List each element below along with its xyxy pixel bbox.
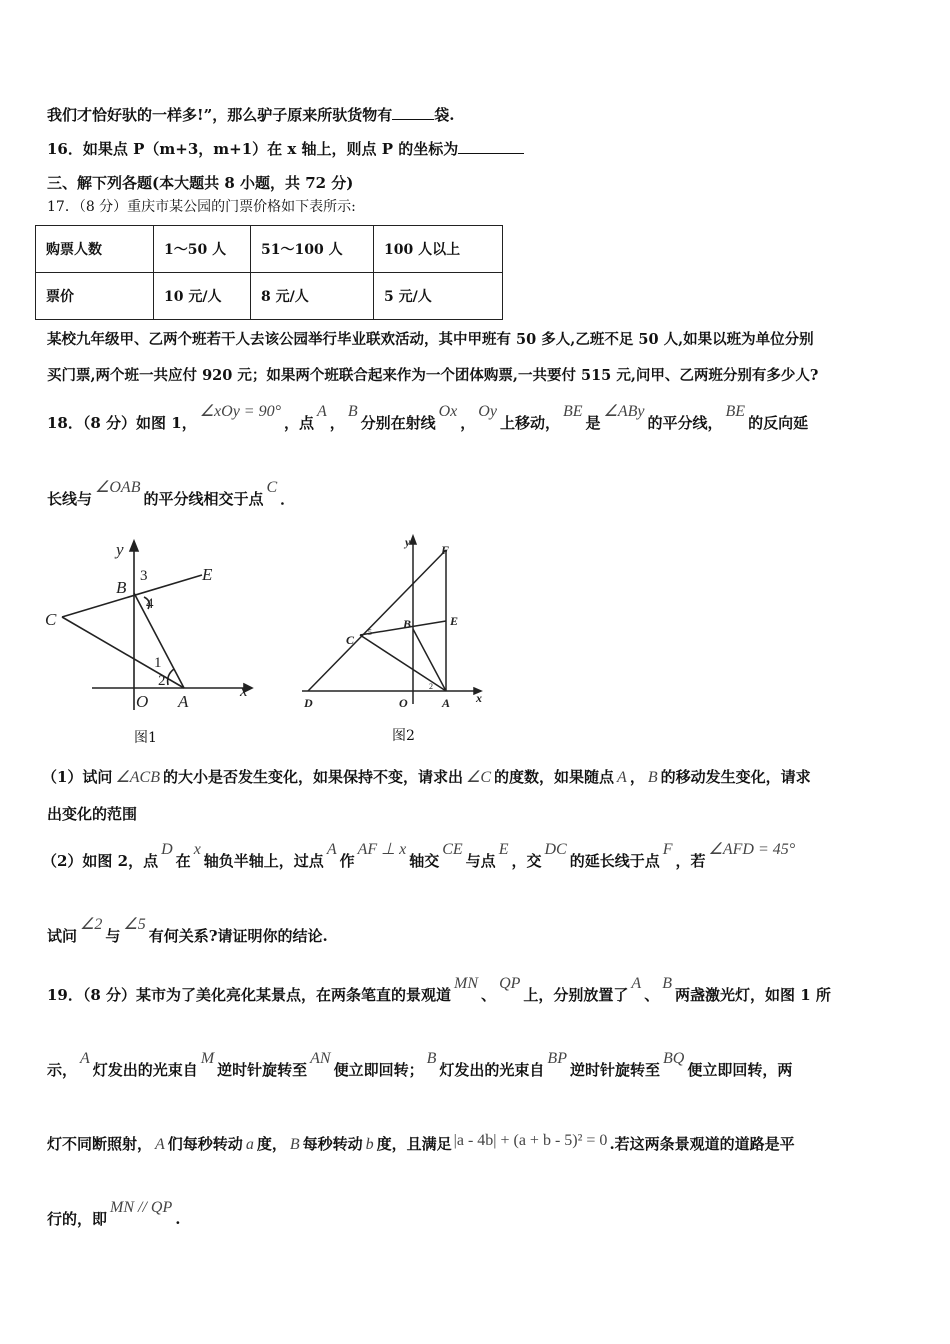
table-cell: 票价 [36,273,154,320]
math-oy: Oy [478,403,497,420]
table-cell: 100 人以上 [374,226,503,273]
label-b: B [116,578,127,597]
math-b: B [347,403,358,420]
table-cell: 10 元/人 [154,273,251,320]
label-a: A [178,692,189,711]
label-e: E [450,614,459,628]
label-5: 5 [368,628,372,637]
math-b: B [647,769,658,786]
ticket-price-table [35,225,503,320]
math-angle-acb: ∠ACB [115,769,160,786]
math-bq: BQ [662,1050,685,1067]
figure-1-caption: 图1 [134,730,157,746]
label-x: x [240,681,248,700]
math-dc: DC [544,841,567,858]
label-b: B [403,617,412,631]
table-row [36,273,503,320]
table-cell: 1～50 人 [154,226,251,273]
y-axis-arrow [130,541,138,551]
table-row [36,226,503,273]
table-cell: 购票人数 [36,226,154,273]
math-a: A [631,975,642,992]
question-1-line-2: 出变化的范围 [47,805,138,823]
label-a: A [442,696,451,710]
label-2: 2 [429,682,433,691]
figure-2-caption: 图2 [392,728,415,744]
math-angle-afd: ∠AFD = 45° [708,841,796,858]
math-a: A [317,403,327,420]
label-3: 3 [140,568,148,584]
problem-17-body-1: 某校九年级甲、乙两个班若干人去该公园举行毕业联欢活动，其中甲班有 50 多人,乙班不足 50 人,如果以班为单位分别 [47,331,814,348]
math-ce: CE [442,841,463,858]
problem-16: 16．如果点 P（m+3，m+1）在 x 轴上，则点 P 的坐标为 [47,138,524,159]
label-c: C [45,610,57,629]
label-c: C [346,633,355,647]
question-2-line-2: 试问∠2与∠5有何关系?请证明你的结论. [47,916,328,945]
question-1-line-1: （1）试问 ∠ACB 的大小是否发生变化，如果保持不变，请求出 ∠C 的度数，如果随点 A ， B 的移动发生变化，请求 [42,768,811,786]
problem-19-line-4: 行的，即MN // QP. [47,1199,181,1228]
problem-19-line-3: 灯不同断照射， A 们每秒转动 a 度， B 每秒转动 b 度，且满足 |a - 4b| + (a + b - 5)² = 0 .若这两条景观道的道路是平 [47,1132,795,1153]
line-df [308,550,446,691]
problem-17-head: 17．（8 分）重庆市某公园的门票价格如下表所示: [47,199,356,215]
math-a: A [617,769,627,786]
problem-19-line-1: 19．（8 分）某市为了美化亮化某景点，在两条笔直的景观道MN、QP上，分别放置了A、B两盏激光灯，如图 1 所 [47,975,831,1004]
math-b-var: b [365,1136,374,1153]
answer-blank[interactable] [392,105,434,120]
table-cell: 51～100 人 [251,226,374,273]
line-be [62,575,202,617]
problem-17-body-2: 买门票,两个班一共应付 920 元；如果两个班联合起来作为一个团体购票,一共要付 515 元,问甲、乙两班分别有多少人? [47,367,819,384]
math-x: x [193,841,201,858]
math-f: F [662,841,673,858]
label-2: 2 [158,673,166,689]
math-d: D [161,841,173,858]
question-2-line-1: （2）如图 2，点D在x轴负半轴上，过点A作AF ⊥ x轴交CE与点E，交DC的延长线于点F，若∠AFD = 45° [42,850,798,871]
math-angle-2: ∠2 [80,916,103,933]
label-o: O [136,692,149,711]
math-angle-oab: ∠OAB [95,479,141,496]
section-heading: 三、解下列各题(本大题共 8 小题，共 72 分) [47,174,354,192]
math-angle-aby: ∠ABy [603,403,645,420]
math-b: B [426,1050,437,1067]
label-f: F [441,543,450,557]
label-y: y [116,540,124,559]
math-mn-parallel-qp: MN // QP [110,1199,173,1216]
problem-18-line-1: 18．（8 分）如图 1，∠xOy = 90°，点A，B分别在射线Ox，Oy上移动，BE是∠ABy的平分线，BE的反向延 [47,403,809,432]
y-axis-arrow [410,536,416,544]
math-mn: MN [454,975,479,992]
figure-2 [292,532,492,717]
math-b: B [289,1136,300,1153]
problem-19-line-2: 示，A灯发出的光束自M逆时针旋转至AN便立即回转；B灯发出的光束自BP逆时针旋转至BQ便立即回转，两 [47,1050,793,1079]
table-cell: 5 元/人 [374,273,503,320]
line-ca [360,635,446,691]
math-condition-equation: |a - 4b| + (a + b - 5)² = 0 [453,1132,608,1149]
math-bp: BP [547,1050,567,1067]
math-angle-5: ∠5 [123,916,146,933]
math-a: A [80,1050,90,1067]
math-m: M [200,1050,215,1067]
math-be: BE [725,403,746,420]
math-e: E [498,841,509,858]
math-ox: Ox [438,403,458,420]
label-x: x [476,691,482,705]
problem-18-line-2: 长线与∠OAB的平分线相交于点C． [47,479,296,508]
label-4: 4 [146,596,154,612]
math-af-perp-x: AF ⊥ x [357,841,407,858]
table-cell: 8 元/人 [251,273,374,320]
math-c: C [266,479,278,496]
math-angle-xoy: ∠xOy = 90° [199,403,281,420]
label-e: E [202,565,213,584]
label-y: y [405,535,411,549]
math-be: BE [562,403,583,420]
label-1: 1 [154,655,162,671]
math-b: B [662,975,672,992]
math-an: AN [310,1050,331,1067]
problem-15-end: 我们才恰好驮的一样多!”，那么驴子原来所驮货物有 袋. [47,106,455,124]
label-o: O [399,696,408,710]
math-a: A [326,841,337,858]
answer-blank[interactable] [458,139,524,154]
math-angle-c: ∠C [466,769,492,786]
math-a-var: a [245,1136,254,1153]
angle-arc-a [168,669,174,685]
label-d: D [304,696,313,710]
math-a: A [155,1136,165,1153]
figure-1 [40,535,260,715]
math-qp: QP [499,975,521,992]
